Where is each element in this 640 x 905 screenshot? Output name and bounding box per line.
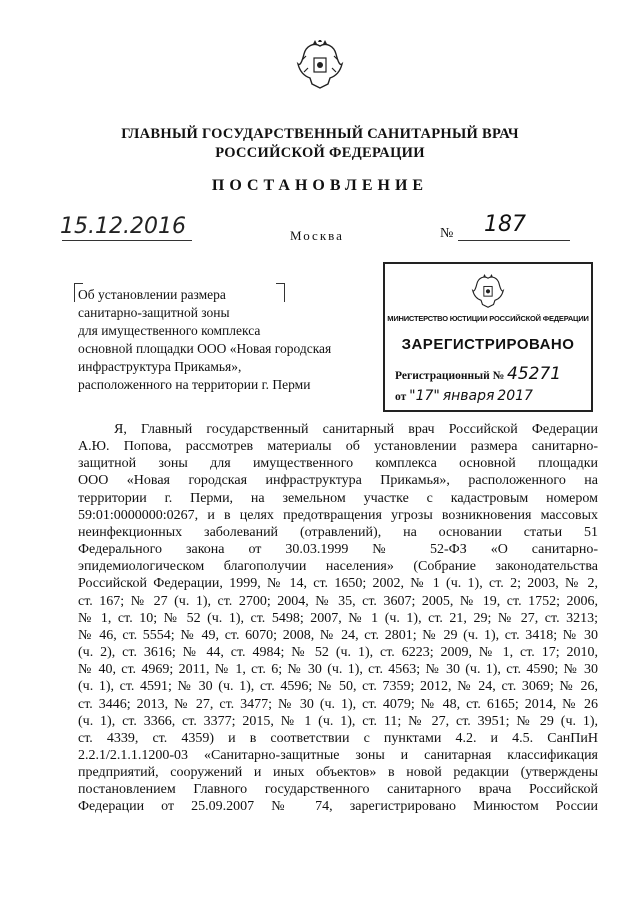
subject-line: инфраструктура Прикамья»,: [78, 359, 242, 374]
body-line: ст. 3446; 2013, № 27, ст. 3477; № 30 (ч. 1), ст. 4079; № 48, ст. 6165; 2014, № 26: [78, 696, 598, 712]
stamp-reg-label: Регистрационный №: [395, 370, 505, 382]
stamp-date: [395, 388, 533, 404]
body-line: № 40, ст. 4969; 2011, № 1, ст. 6; № 30 (ч. 1), ст. 4563; № 30 (ч. 1), ст. 4590; № 30: [78, 662, 598, 678]
body-line: (ч. 1), ст. 4591; № 30 (ч. 1), ст. 4596; № 50, ст. 7359; 2012, № 24, ст. 3069; № 26,: [78, 679, 598, 695]
issuer-title: ГЛАВНЫЙ ГОСУДАРСТВЕННЫЙ САНИТАРНЫЙ ВРАЧ: [121, 126, 519, 142]
body-line: постановлением Главного государственного санитарного врача Российской: [78, 782, 598, 798]
body-line: А.Ю. Попова, рассмотрев материалы об установлении размера санитарно-: [78, 439, 598, 455]
document-date: 15.12.2016: [60, 214, 186, 239]
body-line: Федерального закона от 30.03.1999 № 52-ФЗ «О санитарно-: [78, 542, 598, 558]
body-line: № 46, ст. 5554; № 49, ст. 6070; 2008, № 24, ст. 2801; № 29 (ч. 1), ст. 3418; № 30: [78, 627, 598, 643]
stamp-date-year: 2017: [497, 388, 533, 404]
document-type: ПОСТАНОВЛЕНИЕ: [211, 177, 429, 194]
subject-line: расположенного на территории г. Перми: [78, 377, 311, 392]
stamp-reg-value: 45271: [507, 364, 562, 384]
subject-line: санитарно-защитной зоны: [78, 305, 230, 320]
subject-line: основной площадки ООО «Новая городская: [78, 341, 332, 356]
city: Москва: [290, 228, 344, 243]
body-line: неинфекционных заболеваний (отравлений), на основании статьи 51: [78, 524, 598, 540]
stamp-date-day: "17": [409, 388, 440, 404]
body-line: территории г. Перми, на земельном участке с кадастровым номером: [78, 490, 598, 506]
body-line: (ч. 1), ст. 3366, ст. 3377; 2015, № 1 (ч. 1), ст. 11; № 27, ст. 3951; № 29 (ч. 1),: [78, 713, 598, 729]
subject-line: Об установлении размера: [78, 287, 226, 302]
document-subject: [78, 286, 358, 394]
body-line: ООО «Новая городская инфраструктура Прикамья», расположенного на: [78, 473, 598, 489]
body-line: эпидемиологическом благополучии населения» (Собрание законодательства: [78, 559, 598, 575]
stamp-date-prefix: от: [395, 391, 407, 403]
body-line: № 1, ст. 10; № 52 (ч. 1), ст. 5498; 2007, № 1 (ч. 1), ст. 21, 29; № 27, ст. 3213;: [78, 610, 598, 626]
document-body: [78, 421, 598, 816]
stamp-ministry: МИНИСТЕРСТВО ЮСТИЦИИ РОССИЙСКОЙ ФЕДЕРАЦИИ: [387, 314, 589, 323]
registration-stamp: [383, 262, 593, 412]
body-line: предприятий, сооружений и иных объектов» в новой редакции (утверждены: [78, 765, 598, 781]
date-underline: [62, 240, 192, 241]
body-line: (ч. 2), ст. 3616; № 44, ст. 4984; № 52 (ч. 1), ст. 6223; 2009, № 1, ст. 17; 2010,: [78, 645, 598, 661]
number-label: №: [440, 226, 454, 241]
subject-line: для имущественного комплекса: [78, 323, 261, 338]
body-line: 2.2.1/2.1.1.1200-03 «Санитарно-защитные зоны и санитарная классификация: [78, 747, 598, 763]
body-line: 59:01:0000000:0267, и в целях предотвращения угрозы возникновения массовых: [78, 507, 598, 523]
number-underline: [458, 240, 570, 241]
body-line: Я, Главный государственный санитарный врач Российской Федерации: [114, 422, 598, 437]
stamp-registration-number: [395, 364, 561, 384]
body-line: Российской Федерации, 1999, № 14, ст. 1650; 2002, № 1 (ч. 1), ст. 2; 2003, № 2,: [78, 576, 598, 592]
coat-of-arms-emblem: [296, 40, 344, 92]
body-line: защитной зоны для имущественного комплекса основной площадки: [78, 456, 598, 472]
document-number: 187: [484, 212, 526, 237]
issuer-title-line2: РОССИЙСКОЙ ФЕДЕРАЦИИ: [215, 145, 425, 161]
stamp-date-month: января: [442, 388, 495, 404]
body-line: Федерации от 25.09.2007 № 74, зарегистрировано Минюстом России: [78, 799, 598, 815]
body-line: ст. 167; № 27 (ч. 1), ст. 2700; 2004, № 35, ст. 3607; 2005, № 19, ст. 1752; 2006,: [78, 593, 598, 609]
body-line: ст. 4339, ст. 4359) и в соответствии с пунктами 4.2. и 4.5. СанПиН: [78, 730, 598, 746]
stamp-emblem-icon: [471, 274, 505, 310]
stamp-registered: ЗАРЕГИСТРИРОВАНО: [401, 336, 575, 353]
